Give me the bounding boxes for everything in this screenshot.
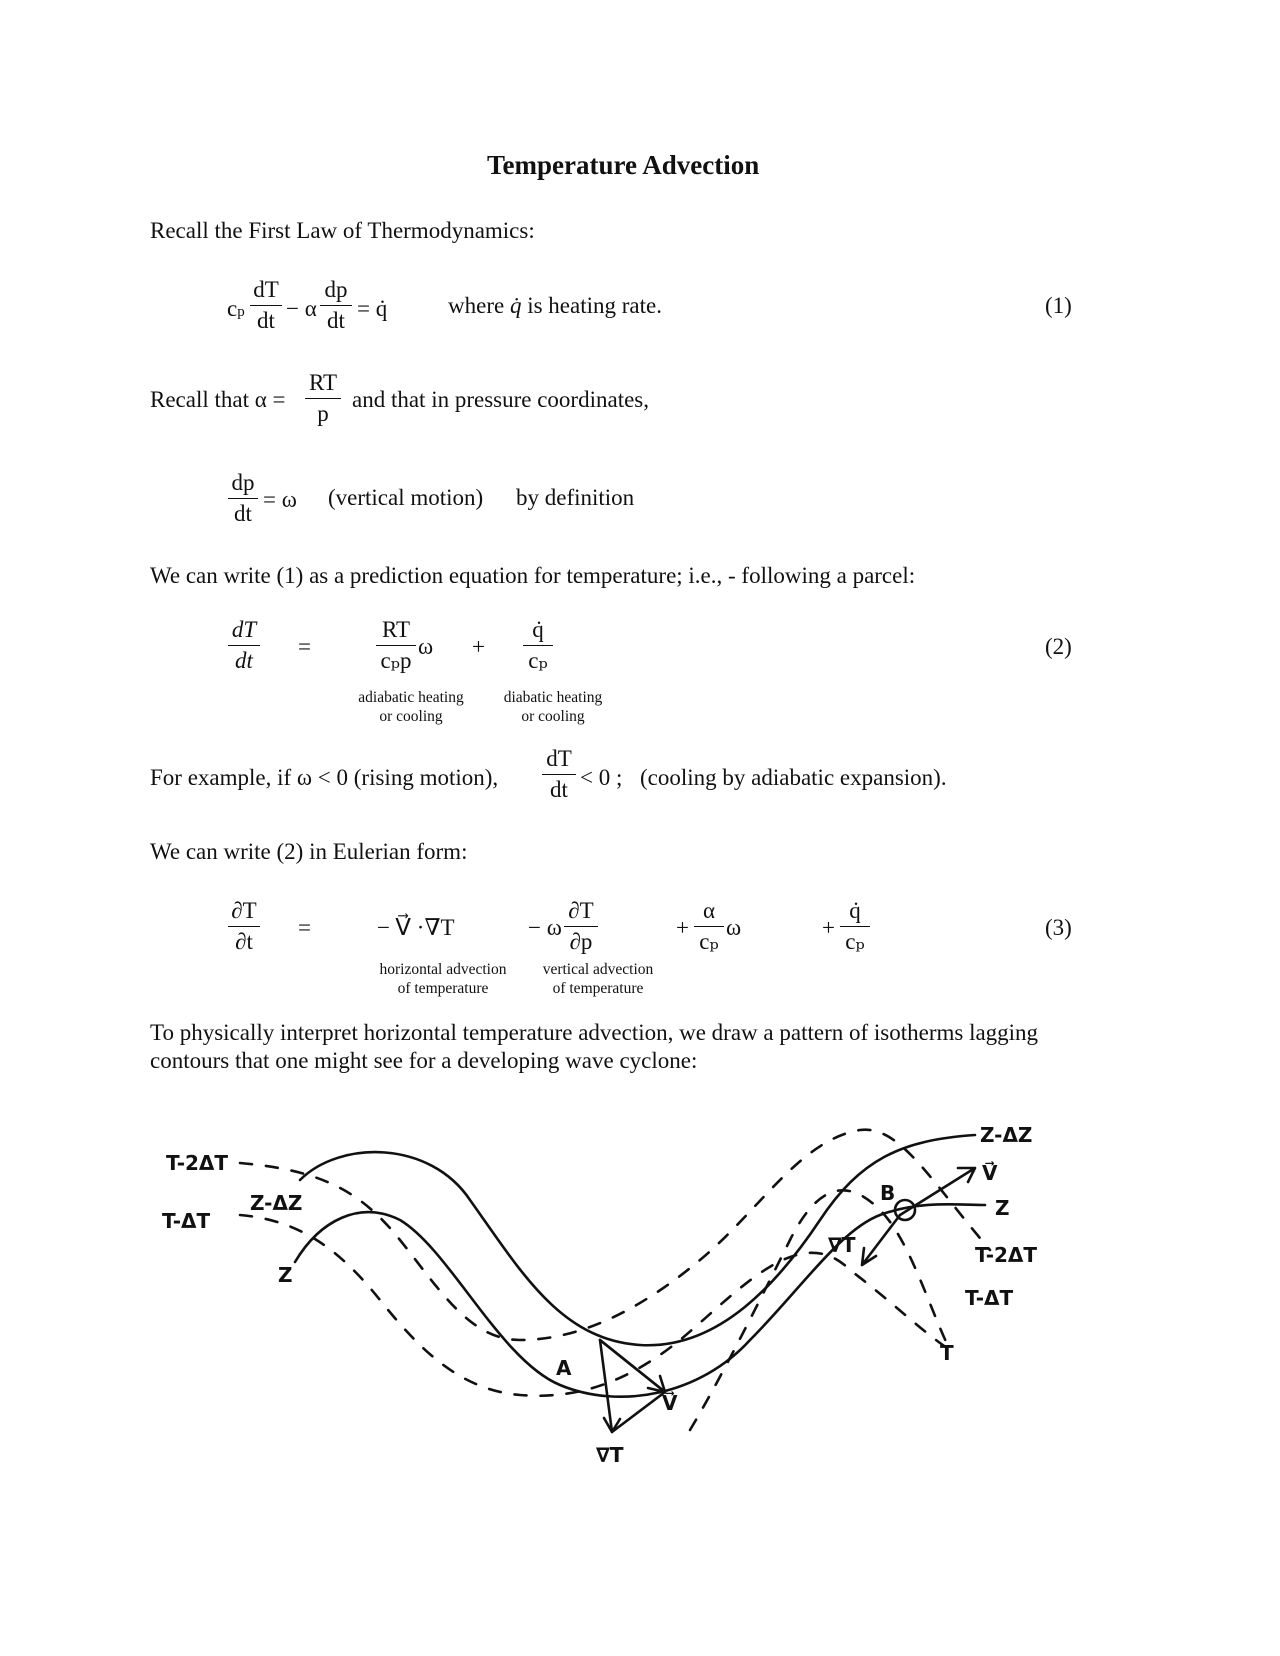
eq1-number: (1) <box>1045 293 1072 318</box>
recall-alpha-suffix: and that in pressure coordinates, <box>352 387 649 412</box>
eq1-equals-qdot: = q̇ <box>357 296 388 321</box>
eq1-frac-dt: dT dt <box>250 276 282 335</box>
eq2-term1: RT cₚp <box>376 616 416 675</box>
label-t-minus-2dt-right: T-2ΔT <box>975 1243 1038 1267</box>
eq3-number: (3) <box>1045 915 1072 940</box>
eq3-term3: α cₚ <box>694 897 724 956</box>
eq3-label-vertical: vertical advection of temperature <box>542 961 654 997</box>
prediction-text: We can write (1) as a prediction equation for temperature; i.e., - following a parcel: <box>150 563 916 588</box>
label-t-minus-2dt: T-2ΔT <box>166 1151 229 1175</box>
eq3-term4: q̇ cₚ <box>840 897 870 956</box>
eq1-cp-sub: p <box>237 304 245 320</box>
example-suffix: (cooling by adiabatic expansion). <box>640 765 947 790</box>
interpret-text-line2: contours that one might see for a developing wave cyclone: <box>150 1048 698 1073</box>
omega-by-def: by definition <box>516 485 635 510</box>
label-z-right: Z <box>995 1196 1010 1220</box>
eq3-term2: ∂T ∂p <box>564 897 598 956</box>
eq3-lhs: ∂T ∂t <box>228 897 260 956</box>
page-title: Temperature Advection <box>487 150 760 180</box>
eq3-label-horizontal: horizontal advection of temperature <box>379 961 507 997</box>
vector-v-at-b <box>900 1168 975 1215</box>
example-lt: < 0 ; <box>580 765 623 790</box>
recall-alpha-prefix: Recall that α = <box>150 387 286 412</box>
eq3-term4-prefix: + <box>822 915 835 940</box>
eq3-term2-prefix: − ω <box>528 915 562 940</box>
label-z-minus-dz-left: Z-ΔZ <box>250 1191 303 1215</box>
eq3-equals: = <box>298 915 311 940</box>
eq2-number: (2) <box>1045 634 1072 659</box>
interpret-text-line1: To physically interpret horizontal temperature advection, we draw a pattern of isotherms lagging <box>150 1020 1039 1045</box>
eq1-cp: c <box>227 296 238 321</box>
eulerian-text: We can write (2) in Eulerian form: <box>150 839 468 864</box>
omega-desc: (vertical motion) <box>328 485 484 510</box>
example-frac: dT dt <box>542 745 576 804</box>
eq2-lhs: dT dt <box>228 616 260 675</box>
label-t-minus-dt: T-ΔT <box>162 1209 211 1233</box>
eq1-heating: is heating rate. <box>527 293 662 318</box>
eq2-plus: + <box>472 634 485 659</box>
example-prefix: For example, if ω < 0 (rising motion), <box>150 765 499 790</box>
eq3-term1: − V⃗ ·∇T <box>377 915 455 940</box>
eq1-qdot: q̇ <box>509 293 522 318</box>
isotherm-t <box>690 1190 950 1430</box>
label-point-b: B <box>880 1181 896 1205</box>
omega-frac: dp dt <box>228 469 258 528</box>
label-t-minus-dt-right: T-ΔT <box>965 1286 1014 1310</box>
recall-alpha-frac: RT p <box>305 369 341 428</box>
intro-text: Recall the First Law of Thermodynamics: <box>150 218 535 243</box>
label-grad-t-a: ∇T <box>596 1443 624 1467</box>
eq2-omega: ω <box>418 634 434 659</box>
label-v-a: V⃗ <box>662 1391 678 1415</box>
label-grad-t-b: ∇T <box>828 1233 856 1257</box>
eq2-label-adiabatic: adiabatic heating or cooling <box>358 689 464 725</box>
label-point-a: A <box>556 1356 572 1380</box>
eq3-term3-prefix: + <box>676 915 689 940</box>
eq2-term2: q̇ cₚ <box>523 616 553 675</box>
eq3-term3-omega: ω <box>726 915 742 940</box>
eq2-label-diabatic: diabatic heating or cooling <box>503 689 603 725</box>
eq1-frac-dp: dp dt <box>320 276 352 335</box>
eq2-equals: = <box>298 634 311 659</box>
label-z-minus-dz-right: Z-ΔZ <box>980 1123 1033 1147</box>
label-z-left: Z <box>278 1263 293 1287</box>
eq1-where: where <box>448 293 505 318</box>
eq1-minus-alpha: − α <box>286 296 317 321</box>
label-v-b: V⃗ <box>982 1161 998 1185</box>
label-t-right: T <box>940 1341 954 1365</box>
omega-equals: = ω <box>263 487 297 512</box>
